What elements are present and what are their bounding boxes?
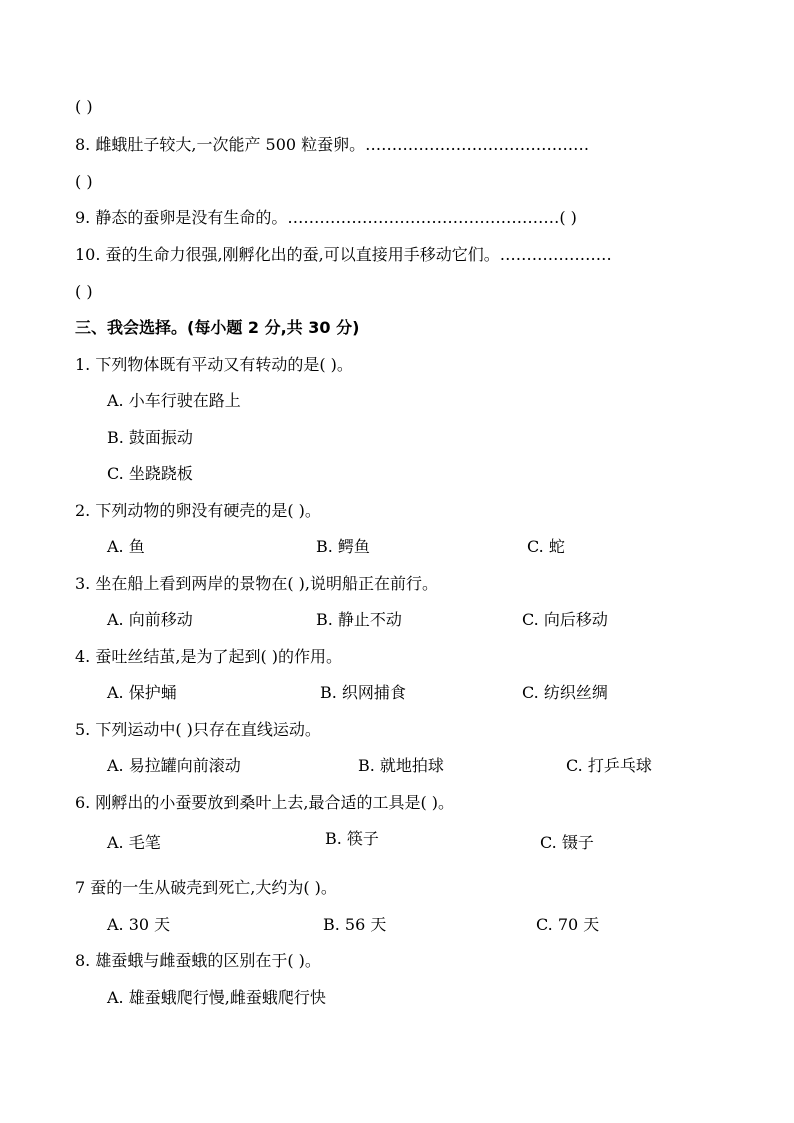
option: A. 向前移动 (107, 610, 193, 629)
option: A. 30 天 (107, 915, 171, 934)
question-stem: 3. 坐在船上看到两岸的景物在( ),说明船正在前行。 (75, 574, 439, 593)
option: A. 保护蛹 (107, 683, 177, 702)
option: B. 织网捕食 (320, 683, 406, 702)
question-stem: 1. 下列物体既有平动又有转动的是( )。 (75, 355, 353, 374)
option: A. 毛笔 (107, 833, 161, 852)
option: B. 56 天 (323, 915, 387, 934)
section-title: 三、我会选择。(每小题 2 分,共 30 分) (75, 318, 360, 337)
judge-q10-paren: ( ) (75, 282, 93, 301)
question-stem: 5. 下列运动中( )只存在直线运动。 (75, 720, 321, 739)
option: C. 镊子 (540, 833, 594, 852)
option: C. 向后移动 (522, 610, 608, 629)
option: C. 坐跷跷板 (107, 464, 193, 483)
question-stem: 8. 雄蚕蛾与雌蚕蛾的区别在于( )。 (75, 951, 321, 970)
judge-q8-text: 8. 雌蛾肚子较大,一次能产 500 粒蚕卵。…………………………………… (75, 135, 590, 154)
judge-q10-text: 10. 蚕的生命力很强,刚孵化出的蚕,可以直接用手移动它们。………………… (75, 245, 612, 264)
option: C. 纺织丝绸 (522, 683, 608, 702)
option: B. 鼓面振动 (107, 428, 193, 447)
question-stem: 4. 蚕吐丝结茧,是为了起到( )的作用。 (75, 647, 343, 666)
option: A. 易拉罐向前滚动 (107, 756, 241, 775)
question-stem: 6. 刚孵出的小蚕要放到桑叶上去,最合适的工具是( )。 (75, 793, 455, 812)
option: B. 鳄鱼 (316, 537, 370, 556)
judge-q9-text: 9. 静态的蚕卵是没有生命的。……………………………………………( ) (75, 208, 577, 227)
option: B. 就地拍球 (358, 756, 444, 775)
option: C. 打乒乓球 (566, 756, 652, 775)
option: B. 静止不动 (316, 610, 402, 629)
option: A. 雄蚕蛾爬行慢,雌蚕蛾爬行快 (107, 988, 326, 1007)
question-stem: 2. 下列动物的卵没有硬壳的是( )。 (75, 501, 321, 520)
judge-q7-paren: ( ) (75, 97, 93, 116)
option: A. 鱼 (107, 537, 145, 556)
option: A. 小车行驶在路上 (107, 391, 241, 410)
option: C. 蛇 (527, 537, 565, 556)
judge-q8-paren: ( ) (75, 172, 93, 191)
option: C. 70 天 (536, 915, 600, 934)
question-stem: 7 蚕的一生从破壳到死亡,大约为( )。 (75, 878, 337, 897)
option: B. 筷子 (325, 829, 379, 848)
